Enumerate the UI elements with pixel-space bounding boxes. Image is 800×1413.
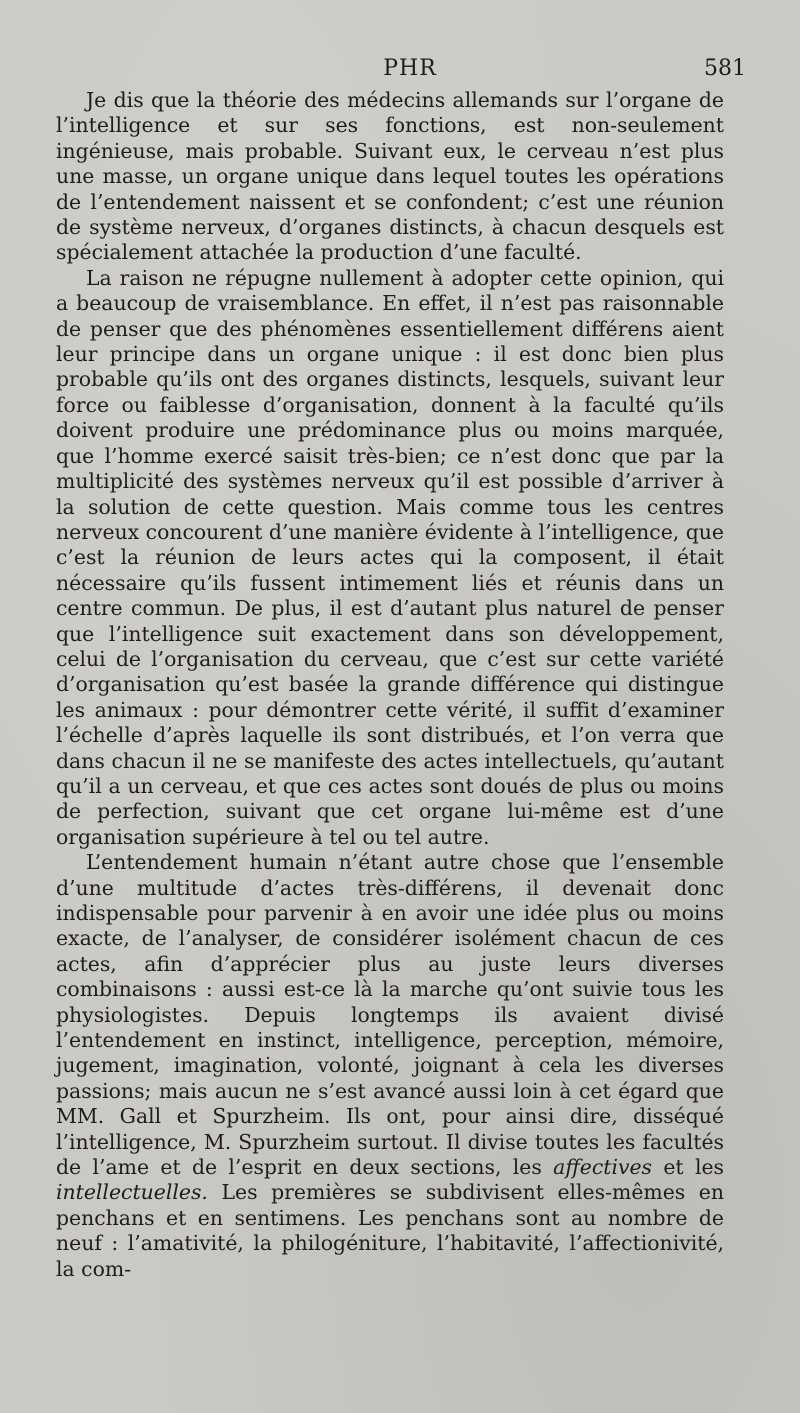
paragraph-3-text-before: L’entendement humain n’étant autre chose que l’ensemble d’une multitude d’actes très-différens, il devenait donc indispensable pour parvenir à en avoir une idée plus ou moins exacte, de l’analyser, de considérer isolément chacun de ces actes, afin d’apprécier plus au juste leurs diverses combinaisons : aussi est-ce là la marche qu’ont suivie tous les physiologistes. Depuis longtemps ils avaient divisé l’entendement en instinct, intelligence, perception, mémoire, jugement, imagination, volonté, joignant à cela les diverses passions; mais aucun ne s’est avancé aussi loin à cet égard que MM. Gall et Spurzheim. Ils ont, pour ainsi dire, disséqué l’intelligence, M. Spurzheim surtout. Il divise toutes les facultés de l’ame et de l’esprit en deux sections, les bbox=[56, 850, 724, 1180]
italic-term-affectives: affectives bbox=[553, 1155, 653, 1180]
body-text bbox=[56, 88, 724, 1282]
paragraph-3 bbox=[56, 850, 724, 1282]
italic-term-intellectuelles: intellectuelles. bbox=[56, 1180, 208, 1205]
paragraph-1: Je dis que la théorie des médecins allemands sur l’organe de l’intelligence et sur ses fonctions, est non-seulement ingénieuse, mais probable. Suivant eux, le cerveau n’est plus une masse, un organe unique dans lequel toutes les opérations de l’entendement naissent et se confondent; c’est une réunion de système nerveux, d’organes distincts, à chacun desquels est spécialement attachée la production d’une faculté. bbox=[56, 88, 724, 265]
page-number: 581 bbox=[704, 56, 746, 81]
paragraph-3-text-after: Les premières se subdivisent elles-mêmes en penchans et en sentimens. Les penchans sont au nombre de neuf : l’amativité, la philogéniture, l’habitavité, l’affectionivité, la com- bbox=[56, 1180, 724, 1281]
page-header bbox=[60, 56, 760, 86]
paragraph-2: La raison ne répugne nullement à adopter cette opinion, qui a beaucoup de vraisemblance. En effet, il n’est pas raisonnable de penser que des phénomènes essentiellement différens aient leur principe dans un organe unique : il est donc bien plus probable qu’ils ont des organes distincts, lesquels, suivant leur force ou faiblesse d’organisation, donnent à la faculté qu’ils doivent produire une prédominance plus ou moins marquée, que l’homme exercé saisit très-bien; ce n’est donc que par la multiplicité des systèmes nerveux qu’il est possible d’arriver à la solution de cette question. Mais comme tous les centres nerveux concourent d’une manière évidente à l’intelligence, que c’est la réunion de leurs actes qui la composent, il était nécessaire qu’ils fussent intimement liés et réunis dans un centre commun. De plus, il est d’autant plus naturel de penser que l’intelligence suit exactement dans son développement, celui de l’organisation du cerveau, que c’est sur cette variété d’organisation qu’est basée la grande différence qui distingue les animaux : pour démontrer cette vérité, il suffit d’examiner l’échelle d’après laquelle ils sont distribués, et l’on verra que dans chacun il ne se manifeste des actes intellectuels, qu’autant qu’il a un cerveau, et que ces actes sont doués de plus ou moins de perfection, suivant que cet organe lui-même est d’une organisation supérieure à tel ou tel autre. bbox=[56, 265, 724, 849]
running-head: PHR bbox=[383, 56, 437, 81]
paragraph-3-text-middle: et les bbox=[652, 1155, 724, 1180]
